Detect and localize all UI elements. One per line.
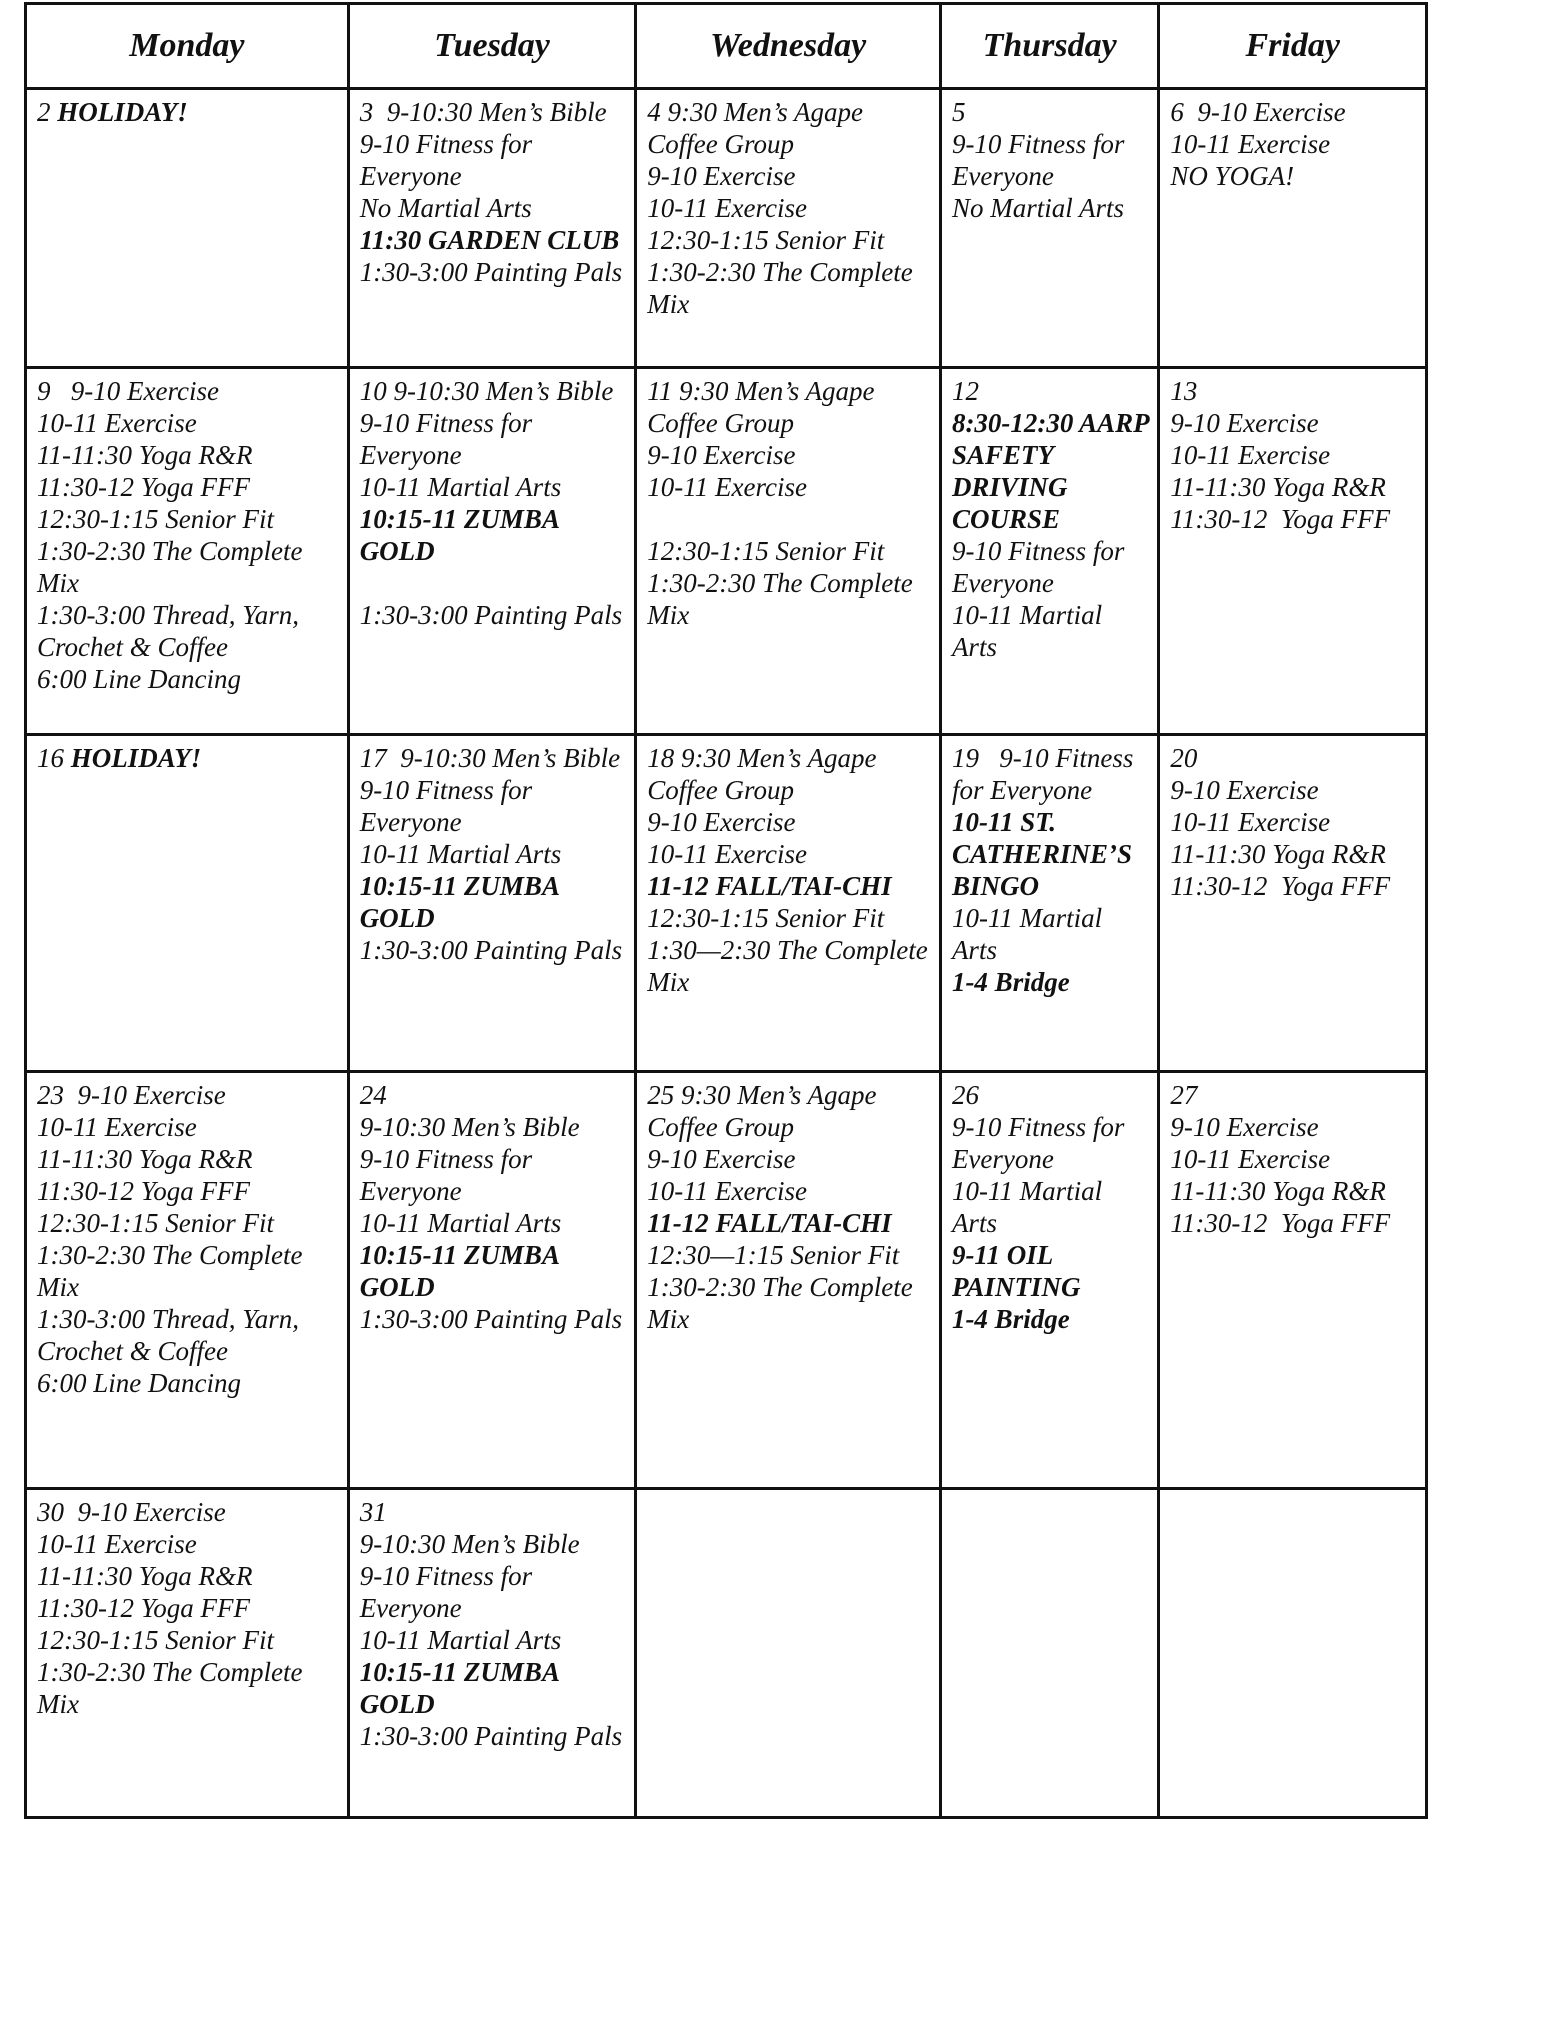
featured-event: 9-11 OIL PAINTING bbox=[951, 1240, 1081, 1302]
event-line: NO YOGA! bbox=[1170, 161, 1295, 191]
day-cell bbox=[1159, 1072, 1427, 1489]
event-line: 1:30-3:00 Painting Pals bbox=[359, 1304, 623, 1334]
event-line: 16 bbox=[37, 743, 71, 773]
day-number-and-event: 3 9-10:30 Men’s Bible bbox=[359, 97, 607, 127]
day-cell bbox=[1159, 89, 1427, 368]
weekday-header-row bbox=[26, 4, 1427, 89]
week-row bbox=[26, 368, 1427, 735]
event-line: 10-11 Martial Arts bbox=[359, 1208, 562, 1238]
day-number-and-event: 12 bbox=[951, 376, 979, 406]
day-cell bbox=[1159, 1489, 1427, 1818]
day-cell bbox=[940, 89, 1158, 368]
event-line: 9-10 Fitness for Everyone bbox=[359, 1144, 539, 1206]
event-line: 1:30—2:30 The Complete Mix bbox=[647, 935, 935, 997]
day-cell bbox=[636, 1072, 941, 1489]
event-line: 10-11 Martial Arts bbox=[951, 903, 1109, 965]
featured-event: HOLIDAY! bbox=[70, 743, 202, 773]
event-line: 10-11 Martial Arts bbox=[951, 1176, 1109, 1238]
day-cell bbox=[348, 735, 636, 1072]
event-line: 9-10 Exercise bbox=[1170, 408, 1319, 438]
event-line: 1:30-2:30 The Complete Mix bbox=[37, 1657, 310, 1719]
day-cell bbox=[940, 1072, 1158, 1489]
event-line: 11:30-12 Yoga FFF bbox=[1170, 871, 1391, 901]
featured-event: 1-4 Bridge bbox=[951, 1304, 1070, 1334]
day-number-and-event: 19 9-10 Fitness for Everyone bbox=[951, 743, 1141, 805]
event-line: 9-10 Exercise bbox=[647, 440, 796, 470]
event-line: 9-10 Fitness for Everyone bbox=[359, 129, 539, 191]
event-line: No Martial Arts bbox=[359, 193, 532, 223]
event-line: 12:30-1:15 Senior Fit bbox=[37, 1625, 274, 1655]
event-line: 12:30-1:15 Senior Fit bbox=[647, 536, 885, 566]
event-line: 10-11 Martial Arts bbox=[359, 472, 562, 502]
day-number-and-event: 17 9-10:30 Men’s Bible bbox=[359, 743, 621, 773]
day-number-and-event: 6 9-10 Exercise bbox=[1170, 97, 1346, 127]
day-number-and-event: 31 bbox=[359, 1497, 387, 1527]
day-cell bbox=[940, 735, 1158, 1072]
event-line: 9-10 Fitness for Everyone bbox=[359, 775, 539, 837]
event-line: 1:30-3:00 Painting Pals bbox=[359, 257, 623, 287]
day-cell bbox=[348, 1489, 636, 1818]
event-line: 1:30-3:00 Painting Pals bbox=[359, 1721, 623, 1751]
event-line: 10-11 Exercise bbox=[647, 839, 807, 869]
event-line: 9-10 Exercise bbox=[1170, 1112, 1319, 1142]
day-cell bbox=[636, 1489, 941, 1818]
event-line: 11-11:30 Yoga R&R bbox=[37, 440, 253, 470]
event-line: 9-10 Exercise bbox=[1170, 775, 1319, 805]
event-line: 9-10 Fitness for Everyone bbox=[951, 536, 1132, 598]
event-line: 1:30-3:00 Painting Pals bbox=[359, 600, 623, 630]
featured-event: 10:15-11 ZUMBA GOLD bbox=[359, 871, 566, 933]
event-line: 12:30—1:15 Senior Fit bbox=[647, 1240, 900, 1270]
day-cell bbox=[26, 1489, 349, 1818]
event-line: 1:30-2:30 The Complete Mix bbox=[37, 536, 310, 598]
day-number-and-event: 23 9-10 Exercise bbox=[37, 1080, 226, 1110]
event-line: 9-10 Fitness for Everyone bbox=[951, 129, 1132, 191]
event-line: 2 bbox=[37, 97, 58, 127]
event-line: 12:30-1:15 Senior Fit bbox=[37, 1208, 274, 1238]
event-line: 9-10 Exercise bbox=[647, 1144, 796, 1174]
event-line: 9-10 Fitness for Everyone bbox=[951, 1112, 1132, 1174]
event-line: 11-11:30 Yoga R&R bbox=[1170, 839, 1386, 869]
event-line: 10-11 Exercise bbox=[1170, 1144, 1331, 1174]
week-row bbox=[26, 1489, 1427, 1818]
weekday-header-monday: Monday bbox=[26, 4, 349, 89]
day-cell bbox=[348, 368, 636, 735]
weekday-header-tuesday: Tuesday bbox=[348, 4, 636, 89]
day-cell bbox=[348, 1072, 636, 1489]
day-number-and-event: 11 9:30 Men’s Agape Coffee Group bbox=[647, 376, 882, 438]
day-number-and-event: 5 bbox=[951, 97, 966, 127]
featured-event: 1-4 Bridge bbox=[951, 967, 1070, 997]
event-line: 10-11 Exercise bbox=[37, 408, 197, 438]
day-number-and-event: 20 bbox=[1170, 743, 1198, 773]
event-line: 11-11:30 Yoga R&R bbox=[1170, 1176, 1386, 1206]
featured-event: 8:30-12:30 AARP SAFETY DRIVING COURSE bbox=[951, 408, 1156, 534]
event-line: 6:00 Line Dancing bbox=[37, 664, 241, 694]
week-row bbox=[26, 735, 1427, 1072]
event-line: 11:30-12 Yoga FFF bbox=[37, 1593, 250, 1623]
day-number-and-event: 13 bbox=[1170, 376, 1198, 406]
event-line: 10-11 Exercise bbox=[1170, 440, 1331, 470]
featured-event: 10:15-11 ZUMBA GOLD bbox=[359, 504, 566, 566]
event-line: 9-10 Exercise bbox=[647, 161, 796, 191]
event-line: No Martial Arts bbox=[951, 193, 1124, 223]
day-number-and-event: 24 bbox=[359, 1080, 387, 1110]
calendar-header bbox=[26, 4, 1427, 89]
day-cell bbox=[348, 89, 636, 368]
event-line: 10-11 Exercise bbox=[37, 1112, 197, 1142]
day-cell bbox=[636, 735, 941, 1072]
event-line: 9-10 Exercise bbox=[647, 807, 796, 837]
event-line: 1:30-2:30 The Complete Mix bbox=[647, 257, 920, 319]
day-cell bbox=[1159, 735, 1427, 1072]
event-line: 1:30-2:30 The Complete Mix bbox=[647, 568, 920, 630]
event-line bbox=[647, 503, 933, 535]
day-number-and-event: 18 9:30 Men’s Agape Coffee Group bbox=[647, 743, 884, 805]
day-number-and-event: 30 9-10 Exercise bbox=[37, 1497, 226, 1527]
featured-event: 11:30 GARDEN CLUB bbox=[359, 225, 620, 255]
event-line: 11:30-12 Yoga FFF bbox=[37, 472, 250, 502]
event-line: 11:30-12 Yoga FFF bbox=[37, 1176, 250, 1206]
day-cell bbox=[1159, 368, 1427, 735]
calendar-body bbox=[26, 89, 1427, 1818]
event-line: 10-11 Martial Arts bbox=[359, 1625, 562, 1655]
day-number-and-event: 4 9:30 Men’s Agape Coffee Group bbox=[647, 97, 870, 159]
featured-event: 10:15-11 ZUMBA GOLD bbox=[359, 1657, 566, 1719]
day-cell bbox=[26, 89, 349, 368]
event-line: 11:30-12 Yoga FFF bbox=[1170, 1208, 1391, 1238]
weekday-header-thursday: Thursday bbox=[940, 4, 1158, 89]
event-line: 12:30-1:15 Senior Fit bbox=[647, 225, 885, 255]
event-line: 10-11 Exercise bbox=[37, 1529, 197, 1559]
event-line: 1:30-2:30 The Complete Mix bbox=[37, 1240, 310, 1302]
event-line: 9-10:30 Men’s Bible bbox=[359, 1529, 580, 1559]
week-row bbox=[26, 1072, 1427, 1489]
day-cell bbox=[636, 89, 941, 368]
event-line: 11-11:30 Yoga R&R bbox=[37, 1144, 253, 1174]
day-cell bbox=[26, 1072, 349, 1489]
day-cell bbox=[26, 368, 349, 735]
event-line: 10-11 Exercise bbox=[647, 193, 807, 223]
event-line: 1:30-3:00 Painting Pals bbox=[359, 935, 623, 965]
event-line: 10-11 Exercise bbox=[647, 472, 807, 502]
event-line: 11-11:30 Yoga R&R bbox=[1170, 472, 1386, 502]
day-cell bbox=[26, 735, 349, 1072]
featured-event: 10-11 ST. CATHERINE’S BINGO bbox=[951, 807, 1139, 901]
event-line: 6:00 Line Dancing bbox=[37, 1368, 241, 1398]
event-line: 12:30-1:15 Senior Fit bbox=[37, 504, 274, 534]
day-cell bbox=[940, 368, 1158, 735]
calendar-grid bbox=[24, 2, 1428, 1819]
day-number-and-event: 27 bbox=[1170, 1080, 1198, 1110]
featured-event: 10:15-11 ZUMBA GOLD bbox=[359, 1240, 566, 1302]
featured-event: HOLIDAY! bbox=[57, 97, 188, 127]
week-row bbox=[26, 89, 1427, 368]
event-line: 12:30-1:15 Senior Fit bbox=[647, 903, 885, 933]
featured-event: 11-12 FALL/TAI-CHI bbox=[647, 1208, 892, 1238]
day-number-and-event: 10 9-10:30 Men’s Bible bbox=[359, 376, 614, 406]
weekday-header-friday: Friday bbox=[1159, 4, 1427, 89]
day-cell bbox=[636, 368, 941, 735]
event-line: 10-11 Exercise bbox=[1170, 807, 1331, 837]
event-line: 9-10 Fitness for Everyone bbox=[359, 1561, 539, 1623]
event-line: 9-10:30 Men’s Bible bbox=[359, 1112, 580, 1142]
day-number-and-event: 9 9-10 Exercise bbox=[37, 376, 219, 406]
event-line: 1:30-3:00 Thread, Yarn, Crochet & Coffee bbox=[37, 600, 306, 662]
featured-event: 11-12 FALL/TAI-CHI bbox=[647, 871, 892, 901]
event-line: 10-11 Martial Arts bbox=[951, 600, 1109, 662]
event-line: 11:30-12 Yoga FFF bbox=[1170, 504, 1391, 534]
event-line: 10-11 Exercise bbox=[647, 1176, 807, 1206]
weekday-header-wednesday: Wednesday bbox=[636, 4, 941, 89]
event-line: 1:30-2:30 The Complete Mix bbox=[647, 1272, 920, 1334]
event-line: 10-11 Exercise bbox=[1170, 129, 1331, 159]
event-line: 1:30-3:00 Thread, Yarn, Crochet & Coffee bbox=[37, 1304, 306, 1366]
day-cell bbox=[940, 1489, 1158, 1818]
event-line bbox=[360, 567, 629, 599]
event-line: 9-10 Fitness for Everyone bbox=[359, 408, 539, 470]
day-number-and-event: 26 bbox=[951, 1080, 979, 1110]
day-number-and-event: 25 9:30 Men’s Agape Coffee Group bbox=[647, 1080, 884, 1142]
event-line: 11-11:30 Yoga R&R bbox=[37, 1561, 253, 1591]
event-line: 10-11 Martial Arts bbox=[359, 839, 562, 869]
